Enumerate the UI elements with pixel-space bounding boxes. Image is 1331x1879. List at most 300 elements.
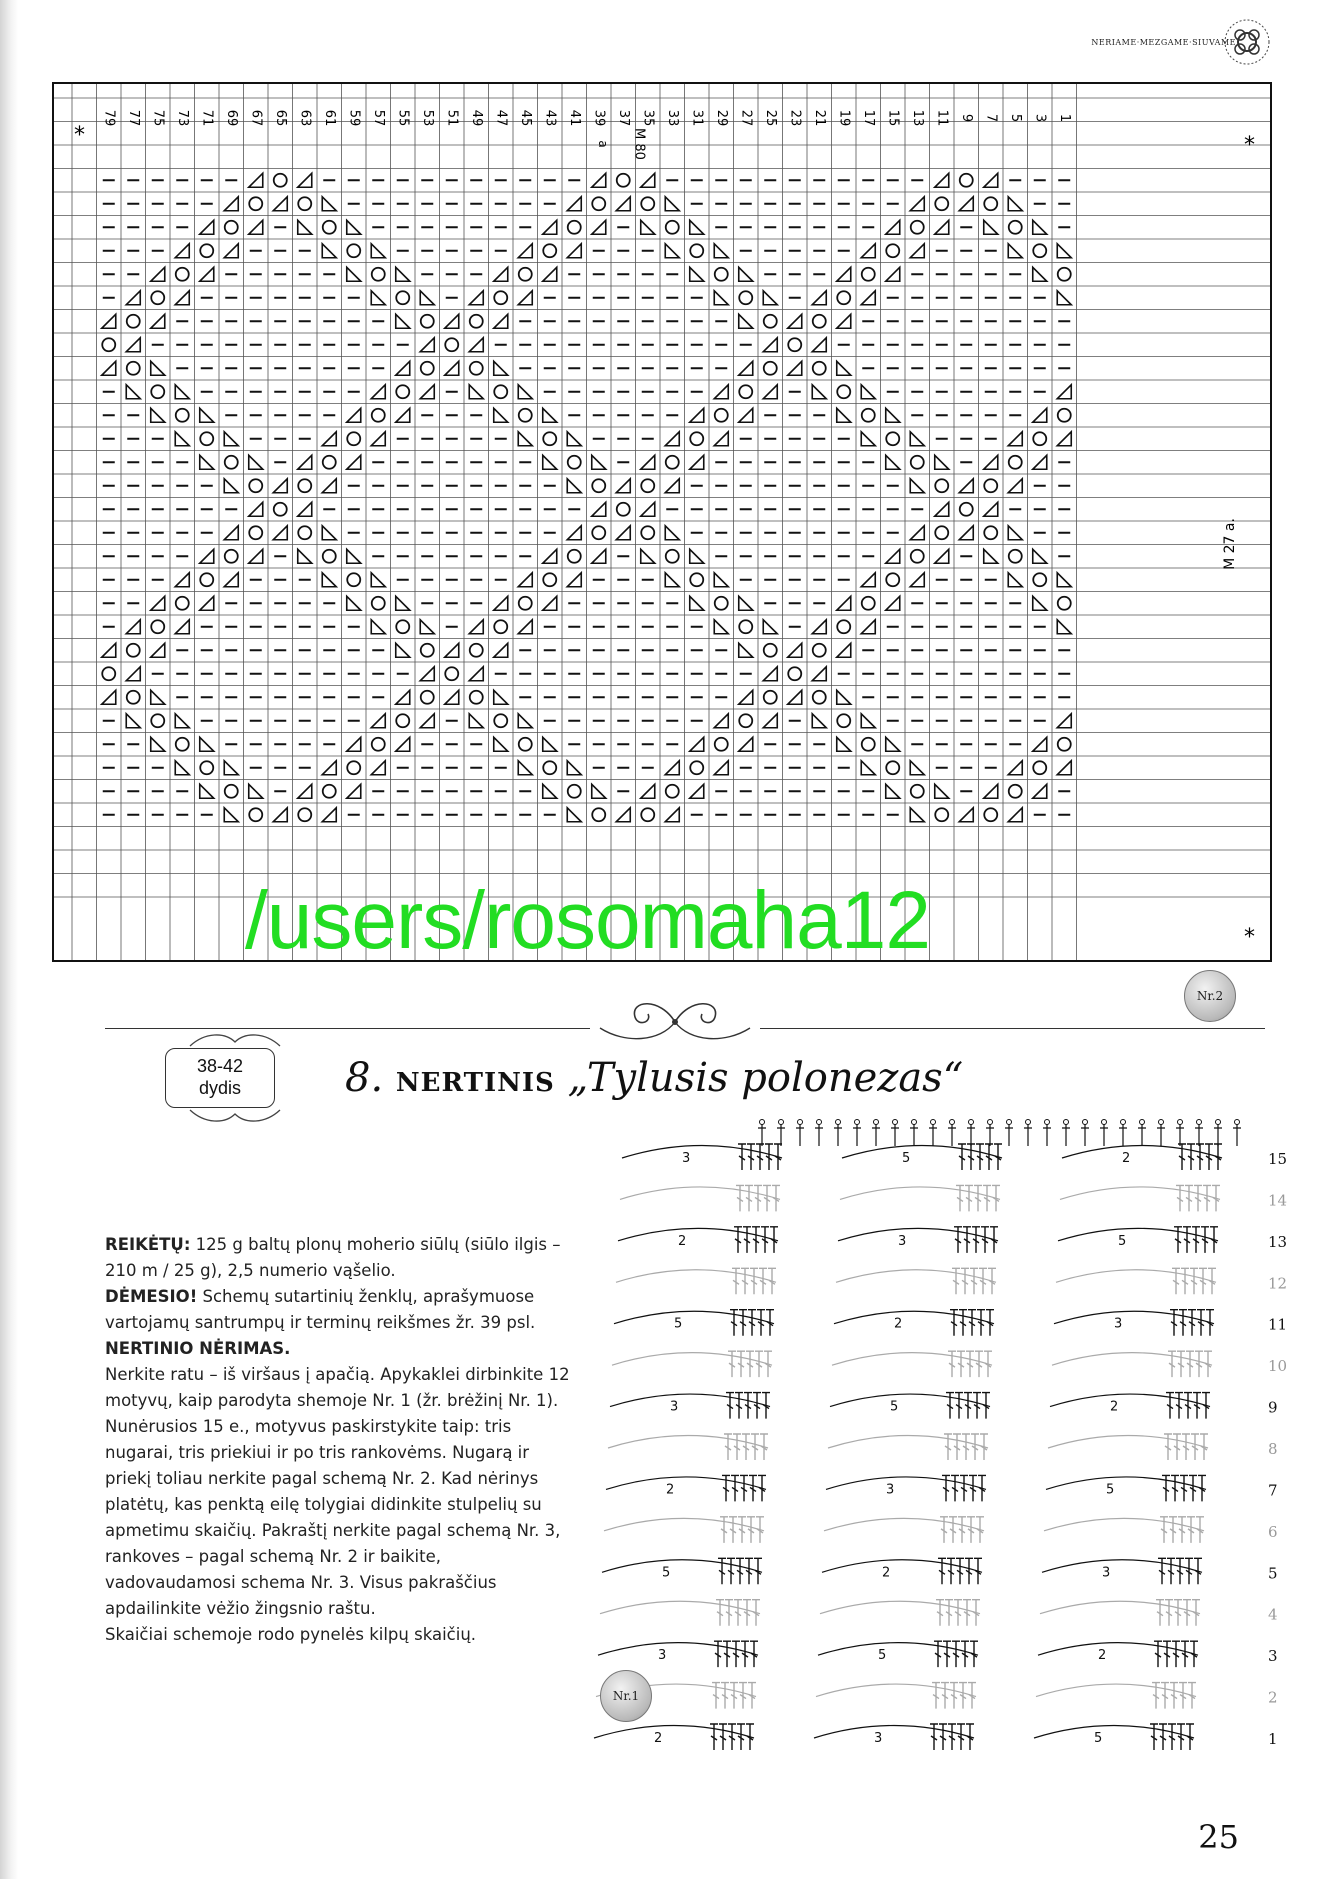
decrease-left-symbol	[371, 761, 385, 775]
decrease-right-symbol	[200, 455, 214, 469]
decrease-right-symbol	[396, 267, 410, 281]
double-crochet-stitch	[1169, 1517, 1177, 1543]
decrease-right-symbol	[812, 385, 826, 399]
double-crochet-stitch	[1195, 1351, 1203, 1377]
decrease-left-symbol	[984, 455, 998, 469]
decrease-right-symbol	[763, 291, 777, 305]
loop-count-label: 3	[670, 1399, 679, 1415]
decrease-left-symbol	[910, 573, 924, 587]
double-crochet-stitch	[763, 1185, 771, 1211]
decrease-left-symbol	[592, 220, 606, 234]
picot-loop	[1140, 1120, 1145, 1125]
decrease-right-symbol	[371, 573, 385, 587]
yarn-over-symbol	[984, 808, 997, 821]
method-heading: NERTINIO NĖRIMAS.	[105, 1339, 291, 1358]
double-crochet-stitch	[742, 1434, 750, 1460]
yarn-over-symbol	[347, 244, 360, 257]
loop-count-label: 2	[666, 1482, 675, 1498]
decrease-left-symbol	[959, 197, 973, 211]
decrease-left-symbol	[322, 432, 336, 446]
yarn-over-symbol	[249, 526, 262, 539]
yarn-over-symbol	[519, 409, 532, 422]
double-crochet-stitch	[750, 1268, 758, 1294]
double-crochet-stitch	[1175, 1393, 1183, 1419]
picot-stitch	[891, 1124, 899, 1146]
double-crochet-stitch	[1185, 1558, 1193, 1584]
yarn-over-symbol	[984, 479, 997, 492]
double-crochet-stitch	[1190, 1641, 1198, 1667]
decrease-left-symbol	[910, 244, 924, 258]
double-crochet-stitch	[761, 1227, 769, 1253]
decrease-right-symbol	[298, 549, 312, 563]
decrease-left-symbol	[249, 502, 263, 516]
decrease-right-symbol	[347, 549, 361, 563]
yarn-over-symbol	[960, 174, 973, 187]
column-number: 59	[346, 109, 362, 127]
decrease-right-symbol	[1033, 220, 1047, 234]
decrease-right-symbol	[837, 408, 851, 422]
double-crochet-stitch	[949, 1517, 957, 1543]
decrease-right-symbol	[200, 784, 214, 798]
decrease-right-symbol	[1008, 526, 1022, 540]
yarn-over-symbol	[862, 268, 875, 281]
double-crochet-stitch	[1186, 1351, 1194, 1377]
yarn-over-symbol	[225, 456, 238, 469]
yarn-over-symbol	[445, 338, 458, 351]
double-crochet-stitch	[749, 1475, 757, 1501]
double-crochet-stitch	[960, 1475, 968, 1501]
double-crochet-stitch	[1181, 1641, 1189, 1667]
double-crochet-stitch	[719, 1724, 727, 1750]
decrease-left-symbol	[886, 549, 900, 563]
yarn-over-symbol	[690, 573, 703, 586]
double-crochet-stitch	[1190, 1268, 1198, 1294]
double-crochet-stitch	[943, 1641, 951, 1667]
double-crochet-stitch	[947, 1558, 955, 1584]
decrease-right-symbol	[151, 361, 165, 375]
decrease-left-symbol	[665, 432, 679, 446]
decrease-right-symbol	[396, 596, 410, 610]
decrease-left-symbol	[616, 479, 630, 493]
decrease-right-symbol	[224, 808, 238, 822]
double-crochet-stitch	[745, 1185, 753, 1211]
double-crochet-stitch	[731, 1475, 739, 1501]
picot-loop	[1102, 1120, 1107, 1125]
decrease-right-symbol	[910, 479, 924, 493]
column-number: 41	[566, 109, 582, 127]
double-crochet-stitch	[1189, 1475, 1197, 1501]
double-crochet-stitch	[963, 1227, 971, 1253]
decrease-left-symbol	[886, 596, 900, 610]
picot-stitch	[853, 1124, 861, 1146]
double-crochet-stitch	[1168, 1724, 1176, 1750]
decrease-right-symbol	[396, 643, 410, 657]
ornament-flourish	[590, 992, 760, 1052]
double-crochet-stitch	[748, 1683, 756, 1709]
double-crochet-stitch	[961, 1268, 969, 1294]
column-number: 9	[958, 113, 974, 123]
double-crochet-stitch	[1171, 1475, 1179, 1501]
double-crochet-stitch	[740, 1475, 748, 1501]
double-crochet-stitch	[760, 1434, 768, 1460]
decrease-right-symbol	[371, 291, 385, 305]
picot-stitch	[796, 1124, 804, 1146]
decrease-right-symbol	[224, 432, 238, 446]
yarn-over-symbol	[298, 808, 311, 821]
double-crochet-stitch	[1188, 1683, 1196, 1709]
decrease-right-symbol	[739, 643, 753, 657]
decrease-right-symbol	[935, 784, 949, 798]
decrease-right-symbol	[151, 690, 165, 704]
loop-count-label: 3	[682, 1151, 691, 1166]
column-number: 27	[738, 109, 754, 127]
double-crochet-stitch	[967, 1517, 975, 1543]
double-crochet-stitch	[747, 1517, 755, 1543]
yarn-over-symbol	[592, 479, 605, 492]
decrease-left-symbol	[714, 761, 728, 775]
yarn-over-symbol	[102, 667, 115, 680]
decrease-left-symbol	[910, 526, 924, 540]
decrease-left-symbol	[175, 291, 189, 305]
decrease-left-symbol	[469, 338, 483, 352]
decrease-right-symbol	[714, 620, 728, 634]
decrease-left-symbol	[935, 549, 949, 563]
decrease-left-symbol	[739, 690, 753, 704]
yarn-over-symbol	[568, 785, 581, 798]
double-crochet-stitch	[728, 1724, 736, 1750]
yarn-over-symbol	[1009, 221, 1022, 234]
loop-count-label: 2	[654, 1731, 663, 1746]
picot-stitch	[910, 1124, 918, 1146]
decrease-right-symbol	[494, 737, 508, 751]
yarn-over-symbol	[519, 597, 532, 610]
instructions-text	[105, 1232, 575, 1648]
decrease-right-symbol	[200, 408, 214, 422]
decrease-left-symbol	[396, 408, 410, 422]
decrease-left-symbol	[1033, 408, 1047, 422]
decrease-right-symbol	[126, 385, 140, 399]
decrease-right-symbol	[494, 408, 508, 422]
column-number: 65	[272, 109, 288, 127]
picot-stitch	[1062, 1124, 1070, 1146]
double-crochet-stitch	[1177, 1351, 1185, 1377]
double-crochet-stitch	[745, 1558, 753, 1584]
decrease-left-symbol	[935, 502, 949, 516]
yarn-over-symbol	[886, 761, 899, 774]
double-crochet-stitch	[1203, 1185, 1211, 1211]
decrease-left-symbol	[567, 244, 581, 258]
picot-stitch	[967, 1124, 975, 1146]
double-crochet-stitch	[741, 1641, 749, 1667]
yarn-over-symbol	[690, 432, 703, 445]
decrease-right-symbol	[910, 808, 924, 822]
column-number: 35	[640, 109, 656, 127]
yarn-over-symbol	[739, 620, 752, 633]
decrease-left-symbol	[543, 596, 557, 610]
decrease-right-symbol	[298, 220, 312, 234]
double-crochet-stitch	[966, 1724, 974, 1750]
decrease-left-symbol	[371, 432, 385, 446]
decrease-right-symbol	[592, 784, 606, 798]
yarn-over-symbol	[151, 620, 164, 633]
decrease-left-symbol	[1033, 737, 1047, 751]
decrease-left-symbol	[1033, 455, 1047, 469]
decrease-left-symbol	[984, 502, 998, 516]
yarn-over-symbol	[1033, 761, 1046, 774]
yarn-over-symbol	[543, 573, 556, 586]
picot-loop	[931, 1120, 936, 1125]
double-crochet-stitch	[739, 1310, 747, 1336]
row-label: 1	[1268, 1730, 1278, 1748]
decrease-left-symbol	[273, 197, 287, 211]
decrease-left-symbol	[690, 408, 704, 422]
decrease-right-symbol	[739, 596, 753, 610]
decrease-left-symbol	[518, 573, 532, 587]
yarn-over-symbol	[323, 785, 336, 798]
yarn-over-symbol	[543, 761, 556, 774]
yarn-over-symbol	[470, 362, 483, 375]
loop-count-label: 5	[1094, 1731, 1103, 1746]
double-crochet-stitch	[970, 1641, 978, 1667]
decrease-right-symbol	[518, 714, 532, 728]
yarn-over-symbol	[837, 714, 850, 727]
double-crochet-stitch	[1196, 1144, 1204, 1170]
decrease-right-symbol	[1033, 267, 1047, 281]
decrease-right-symbol	[714, 573, 728, 587]
decrease-left-symbol	[690, 737, 704, 751]
double-crochet-stitch	[967, 1144, 975, 1170]
yarn-over-symbol	[862, 738, 875, 751]
decrease-right-symbol	[175, 714, 189, 728]
decrease-left-symbol	[1057, 714, 1071, 728]
decrease-right-symbol	[224, 479, 238, 493]
decrease-left-symbol	[739, 361, 753, 375]
yarn-over-symbol	[176, 409, 189, 422]
asterisk-bottom-right: *	[1244, 925, 1255, 950]
double-crochet-stitch	[737, 1724, 745, 1750]
decrease-left-symbol	[1008, 479, 1022, 493]
double-crochet-stitch	[1188, 1310, 1196, 1336]
decrease-left-symbol	[616, 197, 630, 211]
attention-label: DĖMESIO!	[105, 1287, 198, 1306]
column-number: 39	[591, 109, 607, 127]
column-number: 53	[419, 109, 435, 127]
decrease-left-symbol	[494, 314, 508, 328]
decrease-right-symbol	[984, 549, 998, 563]
decrease-left-symbol	[518, 244, 532, 258]
double-crochet-stitch	[945, 1600, 953, 1626]
picot-stitch	[1176, 1124, 1184, 1146]
decrease-right-symbol	[1057, 573, 1071, 587]
double-crochet-stitch	[762, 1393, 770, 1419]
decrease-left-symbol	[249, 549, 263, 563]
yarn-over-symbol	[911, 221, 924, 234]
yarn-over-symbol	[298, 197, 311, 210]
decrease-left-symbol	[445, 314, 459, 328]
column-number: 11	[934, 109, 950, 127]
decrease-left-symbol	[1057, 432, 1071, 446]
double-crochet-stitch	[980, 1434, 988, 1460]
badge-nr1: Nr.1	[600, 1670, 652, 1722]
decrease-left-symbol	[298, 173, 312, 187]
double-crochet-stitch	[1200, 1434, 1208, 1460]
yarn-over-symbol	[249, 197, 262, 210]
decrease-right-symbol	[837, 361, 851, 375]
column-number: 67	[248, 109, 264, 127]
yarn-over-symbol	[984, 526, 997, 539]
decrease-right-symbol	[690, 220, 704, 234]
decrease-right-symbol	[1033, 596, 1047, 610]
decrease-right-symbol	[641, 549, 655, 563]
yarn-over-symbol	[788, 667, 801, 680]
yarn-over-symbol	[592, 526, 605, 539]
knitting-chart	[52, 82, 1272, 962]
double-crochet-stitch	[747, 1144, 755, 1170]
decrease-right-symbol	[347, 220, 361, 234]
page-number: 25	[1198, 1818, 1239, 1856]
decrease-left-symbol	[200, 549, 214, 563]
picot-loop	[1045, 1120, 1050, 1125]
yarn-over-symbol	[372, 409, 385, 422]
decrease-right-symbol	[322, 573, 336, 587]
column-number: 73	[174, 109, 190, 127]
row-label: 13	[1268, 1232, 1288, 1251]
decrease-left-symbol	[665, 761, 679, 775]
picot-loop	[1178, 1120, 1183, 1125]
yarn-over-symbol	[666, 785, 679, 798]
double-crochet-stitch	[735, 1393, 743, 1419]
decrease-left-symbol	[910, 197, 924, 211]
size-box-scroll-bottom	[180, 1108, 290, 1124]
yarn-over-symbol	[764, 315, 777, 328]
decrease-left-symbol	[543, 267, 557, 281]
decrease-right-symbol	[690, 596, 704, 610]
picot-stitch	[777, 1124, 785, 1146]
yarn-over-symbol	[739, 714, 752, 727]
double-crochet-stitch	[950, 1683, 958, 1709]
double-crochet-stitch	[1165, 1600, 1173, 1626]
double-crochet-stitch	[765, 1144, 773, 1170]
yarn-over-symbol	[568, 550, 581, 563]
picot-loop	[950, 1120, 955, 1125]
double-crochet-stitch	[1167, 1558, 1175, 1584]
yarn-over-symbol	[396, 291, 409, 304]
double-crochet-stitch	[744, 1393, 752, 1419]
decrease-right-symbol	[837, 737, 851, 751]
yarn-over-symbol	[690, 761, 703, 774]
loop-count-label: 5	[662, 1565, 671, 1581]
yarn-over-symbol	[592, 197, 605, 210]
double-crochet-stitch	[1201, 1227, 1209, 1253]
decrease-right-symbol	[518, 385, 532, 399]
double-crochet-stitch	[1197, 1310, 1205, 1336]
decrease-left-symbol	[102, 361, 116, 375]
decrease-left-symbol	[714, 432, 728, 446]
decrease-left-symbol	[543, 549, 557, 563]
decrease-right-symbol	[543, 408, 557, 422]
yarn-over-symbol	[470, 644, 483, 657]
picot-loop	[874, 1120, 879, 1125]
yarn-over-symbol	[886, 573, 899, 586]
double-crochet-stitch	[974, 1185, 982, 1211]
yarn-over-symbol	[127, 691, 140, 704]
decrease-right-symbol	[861, 385, 875, 399]
method-text: Nerkite ratu – iš viršaus į apačią. Apykaklei dirbinkite 12 motyvų, kaip parodyta shemoje Nr. 1 (žr. brėžinį Nr. 1). Nunėrusios 15 e., motyvus paskirstykite taip: tris nugarai, tris priekiui ir po tris rankovėms. Nugarą ir priekį toliau nerkite pagal schemą Nr. 2. Kad nėrinys platėtų, kas penktą eilę tolygiai didinkite stulpelių su apmetimu skaičių. Pakraštį nerkite pagal schemą Nr. 3, rankoves – pagal schemą Nr. 2 ir baikite, vadovaudamosi schema Nr. 3. Visus pakraščius apdailinkite vėžio žingsnio raštu.	[105, 1365, 570, 1618]
decrease-left-symbol	[102, 314, 116, 328]
attention-text: Schemų sutartinių ženklų, aprašymuose vartojamų santrumpų ir terminų reikšmes žr. 39 psl.	[105, 1287, 536, 1332]
column-number: 19	[836, 109, 852, 127]
decrease-left-symbol	[861, 244, 875, 258]
picot-loop	[988, 1120, 993, 1125]
yarn-over-symbol	[764, 644, 777, 657]
yarn-over-symbol	[862, 597, 875, 610]
pattern-title	[345, 1055, 963, 1101]
decrease-left-symbol	[126, 338, 140, 352]
decrease-left-symbol	[543, 220, 557, 234]
yarn-over-symbol	[788, 338, 801, 351]
decrease-right-symbol	[175, 761, 189, 775]
decrease-left-symbol	[616, 526, 630, 540]
yarn-over-symbol	[1009, 456, 1022, 469]
double-crochet-stitch	[957, 1724, 965, 1750]
decrease-left-symbol	[469, 667, 483, 681]
decrease-left-symbol	[837, 314, 851, 328]
picot-stitch	[1138, 1124, 1146, 1146]
yarn-over-symbol	[813, 315, 826, 328]
header-brand: NERIAME·MEZGAME·SIUVAME	[1091, 38, 1236, 47]
double-crochet-stitch	[959, 1310, 967, 1336]
picot-loop	[912, 1120, 917, 1125]
divider-right	[760, 1028, 1265, 1029]
yarn-over-symbol	[127, 644, 140, 657]
yarn-over-symbol	[568, 221, 581, 234]
double-crochet-stitch	[954, 1600, 962, 1626]
decrease-right-symbol	[322, 197, 336, 211]
double-crochet-stitch	[984, 1351, 992, 1377]
decrease-left-symbol	[739, 737, 753, 751]
decrease-right-symbol	[249, 455, 263, 469]
double-crochet-stitch	[1187, 1517, 1195, 1543]
decrease-right-symbol	[151, 408, 165, 422]
row-label: 15	[1268, 1150, 1288, 1168]
row-label: 10	[1268, 1357, 1288, 1376]
decrease-left-symbol	[959, 479, 973, 493]
column-number: 3	[1032, 113, 1048, 123]
double-crochet-stitch	[736, 1558, 744, 1584]
double-crochet-stitch	[969, 1475, 977, 1501]
decrease-left-symbol	[641, 784, 655, 798]
picot-loop	[760, 1120, 765, 1125]
picot-loop	[1197, 1120, 1202, 1125]
double-crochet-stitch	[1170, 1683, 1178, 1709]
pacios-logo	[1221, 10, 1273, 74]
yarn-over-symbol	[837, 620, 850, 633]
decrease-left-symbol	[420, 385, 434, 399]
yarn-over-symbol	[519, 738, 532, 751]
yarn-over-symbol	[225, 221, 238, 234]
double-crochet-stitch	[743, 1227, 751, 1253]
decrease-right-symbol	[1033, 549, 1047, 563]
double-crochet-stitch	[756, 1144, 764, 1170]
asterisk-top-right: *	[1244, 133, 1255, 158]
page-spine-shadow	[0, 0, 18, 1879]
yarn-over-symbol	[249, 479, 262, 492]
decrease-right-symbol	[420, 620, 434, 634]
decrease-left-symbol	[396, 737, 410, 751]
double-crochet-stitch	[1182, 1434, 1190, 1460]
double-crochet-stitch	[966, 1351, 974, 1377]
yarn-over-symbol	[274, 174, 287, 187]
